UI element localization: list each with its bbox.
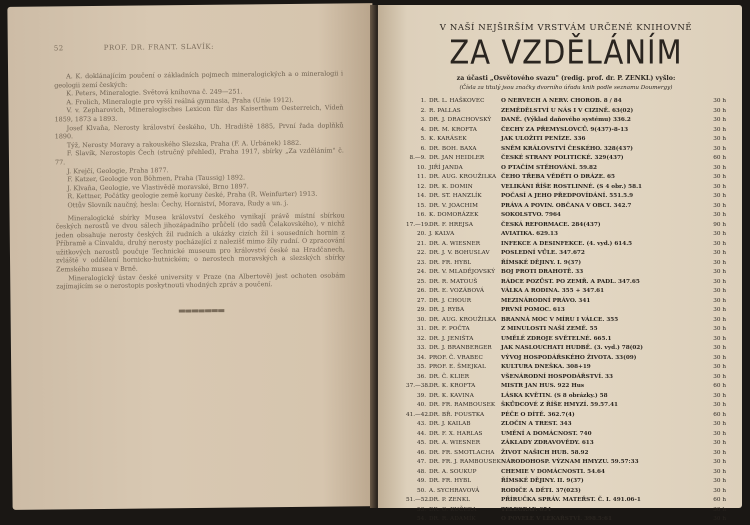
running-head <box>54 41 343 52</box>
book-title: ZEMĚDĚLSTVÍ U NÁS I V CIZINĚ. 63(02) <box>501 107 634 114</box>
book-number: 46. <box>416 449 426 456</box>
book-author: DR. F. HREJSA <box>429 221 474 228</box>
book-number: 15. <box>416 202 426 209</box>
book-number: 21. <box>416 240 426 247</box>
book-price: 30 h <box>713 421 726 427</box>
book-number: 4. <box>420 126 426 133</box>
book-author: DR. V. JOACHIM <box>429 202 479 209</box>
book-price: 30 h <box>713 354 726 361</box>
book-title: VÝVOJ HOSPODÁŘSKÉHO ŽIVOTA. 33(09) <box>501 354 637 361</box>
book-price: 30 h <box>713 307 726 313</box>
book-list-item <box>406 202 726 212</box>
series-title: ZA VZDĚLÁNÍM <box>449 32 683 72</box>
book-list-item <box>406 439 726 449</box>
book-list-item <box>406 97 726 107</box>
book-author: DR. JAN HEIDLER <box>429 155 485 161</box>
book-price: 30 h <box>713 117 726 123</box>
book-title: ZLOČIN A TREST. 343 <box>501 421 572 427</box>
book-list-item <box>406 506 726 516</box>
book-list-item <box>406 477 726 487</box>
book-author: JIŘÍ JANDA <box>429 164 463 171</box>
book-author: DR. O. KUČERA <box>429 506 477 513</box>
book-title: ZÁKLADY ZDRAVOVĚDY. 613 <box>501 440 594 446</box>
book-title: MEZINÁRODNÍ PRÁVO. 341 <box>501 297 591 304</box>
book-author: K. DOMORÁZEK <box>429 212 479 218</box>
book-author: DR. Č. KLIER <box>429 373 470 380</box>
book-price: 30 h <box>713 288 726 294</box>
book-number: 27. <box>416 297 426 304</box>
book-author: DR. FR. SMOTLACHA <box>429 449 495 456</box>
book-spread <box>10 5 742 522</box>
book-list-item <box>406 145 726 155</box>
book-title: POČASÍ A JEHO PŘEDPOVÍDÁNÍ. 551.5.9 <box>501 193 634 199</box>
reference: Ottův Slovník naučný, hesla: Čechy, Horniství, Morava, Rudy a un. j. <box>67 198 289 210</box>
book-number: 47. <box>416 459 426 465</box>
book-author: R. PALLAS <box>429 107 461 114</box>
book-title: LÁSKA KVĚTIN. (S 8 obrázky.) 58 <box>501 392 608 399</box>
paragraph: Mineralogické sbírky Musea království českého vynikají právě místní sbírkou českých nerostů ve dvou sálech jihozápadního průčelí (do sadů Čelakovského), v nichž jeden obsahuje nerosty českých žil rudních a ukázky cizích žil i sousedních hornin z Příbramě a Cínvaldu, druhý nerosty pocházející z nalezišť mimo žíly rudní. O zpracování užitkových nerostů poučuje Technické museum pro království české na Hradčanech, zvláště v oddělení hornicko-hutnickém; o nerostech moravských a slezských sbírky Zemského musea v Brně. <box>55 210 346 274</box>
paragraph: A. K. doklánajícím poučení o základních pojmech mineralogických a o mineralogii i geologii zemí českých: <box>54 69 344 90</box>
book-author: DR. FR. HYBL <box>429 259 472 266</box>
book-author: K. KARÁSEK <box>429 136 467 142</box>
book-author: DR. R. MATOUŠ <box>429 278 478 285</box>
book-author: DR. FR. HYBL <box>429 478 472 484</box>
book-list-item <box>406 335 726 345</box>
book-price: 30 h <box>713 468 726 475</box>
book-list-item <box>406 297 726 307</box>
book-number: 48. <box>416 468 426 475</box>
book-list-item <box>406 211 726 221</box>
book-title: JAK ULOŽITI PENÍZE. 336 <box>501 136 586 142</box>
book-number: 54. <box>416 516 426 522</box>
book-price: 90 h <box>713 221 726 228</box>
book-list-item <box>406 430 726 440</box>
book-author: DR. BOH. BAXA <box>429 145 477 152</box>
book-author: DR. BŘ. FOUSTKA <box>429 411 485 418</box>
book-author: A. SYCHRAVOVÁ <box>429 487 480 494</box>
book-author: DR. E. VOZÁBOVÁ <box>429 288 485 294</box>
reference: K. Peters, Mineralogie. Světová knihovna č. 249—251. <box>66 87 243 98</box>
book-price: 30 h <box>713 364 726 370</box>
reference: J. Krejčí, Geologie, Praha 1877. <box>67 165 169 175</box>
reference: F. Slavík, Nerostopis Čech (stručný přehled), Praha 1917, sbírky „Za vzděláním" č. 77. <box>54 146 344 167</box>
book-price: 30 h <box>713 345 726 351</box>
book-price: 30 h <box>713 373 726 380</box>
book-title: RÁDCE POZŮST. PO ZEMŘ. A PADL. 347.65 <box>501 278 640 285</box>
book-number: 40. <box>416 402 426 408</box>
book-list-item <box>406 306 726 316</box>
reference: Josef Klvaňa, Nerosty království českého, Uh. Hradiště 1885, První řada doplňků 1890. <box>54 120 344 141</box>
book-price: 30 h <box>713 316 726 323</box>
book-title: KULTURA DNEŠKA. 308+19 <box>501 364 591 370</box>
book-list-item <box>406 259 726 269</box>
book-author: DR. R. ADAMÍK <box>429 516 476 522</box>
book-price: 60 h <box>713 411 726 418</box>
book-author: DR. J. CHOUR <box>429 297 472 304</box>
reference: J. Klvaňa, Geologie, ve Vlastivědě moravské, Brno 1897. <box>67 182 249 193</box>
book-author: DR. V. MLADĚJOVSKÝ <box>429 269 496 275</box>
book-price: 30 h <box>713 107 726 114</box>
left-body-text <box>54 69 345 291</box>
book-title: BRANNÁ MOC V MÍRU I VÁLCE. 355 <box>501 316 619 323</box>
book-price: 30 h <box>713 164 726 171</box>
book-number: 2. <box>420 107 426 114</box>
book-author: DR. AUG. KROUŽILKA <box>429 316 497 323</box>
book-number: 49. <box>416 478 426 484</box>
book-author: DR. L. HAŠKOVEC <box>429 98 485 104</box>
book-title: UMĚNÍ A DOMÁCNOST. 740 <box>501 430 592 437</box>
book-number: 25. <box>416 278 426 285</box>
book-number: 32. <box>416 335 426 342</box>
book-price: 30 h <box>713 183 726 190</box>
book-author: DR. M. KROFTA <box>429 126 477 133</box>
book-title: VÁLKA A RODINA. 355 + 347.61 <box>501 288 605 294</box>
book-price: 30 h <box>713 392 726 399</box>
book-number: 17.—19. <box>406 221 430 228</box>
book-price: 30 h <box>713 516 726 522</box>
book-list-item <box>406 221 726 231</box>
book-title: ŽIVOT NAŠICH HUB. 58.92 <box>501 449 589 456</box>
book-list-item <box>406 411 726 421</box>
book-price: 30 h <box>713 430 726 437</box>
right-page <box>378 5 742 522</box>
book-list-item <box>406 382 726 392</box>
book-price: 30 h <box>713 449 726 456</box>
book-title: ČESKÁ REFORMACE. 284(437) <box>501 221 601 228</box>
book-number: 11. <box>416 174 426 180</box>
ornament-divider: ▬▬▬▬▬▬▬ <box>178 305 225 315</box>
book-list-item <box>406 449 726 459</box>
book-title: ŠKŮDCOVÉ Z ŘÍŠE HMYZÍ. 59.57.41 <box>501 402 618 408</box>
book-number: 30. <box>416 316 426 323</box>
reference: Týž, Nerosty Moravy a rakouského Slezska, Praha (F. A. Urbánek) 1882. <box>66 138 302 150</box>
book-price: 30 h <box>713 402 726 408</box>
book-list-item <box>406 515 726 525</box>
book-title: UMĚLÉ ZDROJE SVĚTELNÉ. 665.1 <box>501 335 612 342</box>
book-list-item <box>406 116 726 126</box>
book-list-item <box>406 401 726 411</box>
book-number: 43. <box>416 421 426 427</box>
book-number: 6. <box>420 145 426 152</box>
book-price: 60 h <box>713 383 726 389</box>
book-author: DR. F. POČTA <box>429 326 470 332</box>
book-list-item <box>406 278 726 288</box>
book-author: DR. ST. HANZLÍK <box>429 193 482 199</box>
book-title: SNĚM KRÁLOVSTVÍ ČESKÉHO. 328(437) <box>501 145 633 152</box>
book-price: 30 h <box>713 231 726 237</box>
series-subtitle: za účasti „Osvětového svazu" (redig. prof. dr. P. ZENKL) vyšlo: <box>456 75 676 82</box>
book-number: 22. <box>416 250 426 256</box>
book-price: 30 h <box>713 297 726 304</box>
book-title: JAK NASLOUCHATI HUDBĚ. (3. vyd.) 78(02) <box>501 345 643 351</box>
book-list-item <box>406 354 726 364</box>
book-price: 30 h <box>713 250 726 256</box>
book-list-item <box>406 268 726 278</box>
book-number: 14. <box>416 193 426 199</box>
book-list-item <box>406 107 726 117</box>
book-title: AVIATIKA. 629.13 <box>501 231 558 237</box>
book-author: DR. J. KAILAB <box>429 421 471 427</box>
book-number: 10. <box>416 164 426 171</box>
book-author: J. KALVA <box>429 231 455 237</box>
book-price: 30 h <box>713 145 726 152</box>
book-title: POSLEDNÍ VŮLE. 347.672 <box>501 250 585 256</box>
book-author: DR. FR. J. RAMBOUSEK <box>429 459 502 465</box>
book-list-item <box>406 173 726 183</box>
book-author: DR. F. X. HARLAS <box>429 430 483 437</box>
book-number: 36. <box>416 373 426 380</box>
book-author: DR. A. SOUKUP <box>429 468 477 475</box>
book-author: DR. AUG. KROUŽILKA <box>429 174 497 180</box>
book-price: 30 h <box>713 136 726 142</box>
running-head-title: PROF. DR. FRANT. SLAVÍK: <box>103 42 215 52</box>
book-author: DR. A. WIESNER <box>429 240 481 247</box>
book-price: 30 h <box>713 278 726 285</box>
book-author: PROF. Č. VRABEC <box>429 354 483 361</box>
book-title: O NERVECH A NERV. CHOROB. 8 / 84 <box>501 98 622 104</box>
book-list-item <box>406 496 726 506</box>
book-title: PÉČE O DÍTĚ. 362.7(4) <box>501 411 575 418</box>
book-author: DR. J. RYBA <box>429 307 465 313</box>
book-title: NÁRODOHOSP. VÝZNAM HMYZU. 59.57:33 <box>501 459 639 465</box>
book-author: DR. J. BRANBERGER <box>429 345 492 351</box>
book-price: 30 h <box>713 126 726 133</box>
series-heading: V NAŠÍ NEJŠIRŠÍM VRSTVÁM URČENÉ KNIHOVNĚ <box>439 23 693 33</box>
book-title: VŠENÁRODNÍ HOSPODÁŘSTVÍ. 33 <box>501 373 613 380</box>
book-list-item <box>406 344 726 354</box>
book-number: 39. <box>416 392 426 399</box>
book-number: 24. <box>416 269 426 275</box>
book-number: 29. <box>416 307 426 313</box>
book-author: DR. FR. RAMBOUSEK <box>429 402 496 408</box>
book-number: 37.—38. <box>406 383 430 389</box>
book-list-item <box>406 487 726 497</box>
reference: R. Kettner, Počátky geologie země koruny české, Praha (R. Weinfurter) 1913. <box>67 190 318 201</box>
book-author: DR. K. KROFTA <box>429 383 476 389</box>
book-price: 30 h <box>713 478 726 484</box>
book-list <box>406 97 726 525</box>
book-list-item <box>406 468 726 478</box>
book-title: BOJ PROTI DRAHOTĚ. 33 <box>501 269 584 275</box>
book-number: 51.—52. <box>406 497 430 503</box>
book-price: 30 h <box>713 326 726 332</box>
book-price: 30 h <box>713 335 726 342</box>
book-number: 53. <box>416 506 426 513</box>
book-list-item <box>406 373 726 383</box>
book-author: DR. P. ZENKL <box>429 497 471 503</box>
book-price: 30 h <box>713 269 726 275</box>
book-number: 8.—9. <box>409 155 426 161</box>
page-number: 52 <box>53 44 64 53</box>
book-list-item <box>406 154 726 164</box>
book-title: ČECHY ZA PŘEMYSLOVCŮ. 9(437)-8-13 <box>501 126 629 133</box>
book-list-item <box>406 325 726 335</box>
book-list-item <box>406 249 726 259</box>
book-title: VELIKÁNI ŘÍŠE ROSTLINNÉ. (S 4 obr.) 58.1 <box>501 183 643 190</box>
left-page <box>7 3 377 510</box>
reference: A. Frolich, Mineralogie pro vyšší reálná gymnasia, Praha (Unie 1912). <box>66 95 294 107</box>
book-price: 30 h <box>713 240 726 247</box>
series-note: (Čísla za titulý jsou značky dvorního úřadu knih podle seznamu Doumergy) <box>459 85 673 91</box>
book-number: 45. <box>416 440 426 446</box>
book-list-item <box>406 183 726 193</box>
book-list-item <box>406 164 726 174</box>
book-list-item <box>406 240 726 250</box>
book-list-item <box>406 316 726 326</box>
book-title: DANĚ. (Výklad daňového systému) 336.2 <box>501 117 631 123</box>
book-list-item <box>406 126 726 136</box>
book-title: CHEMIE V DOMÁCNOSTI. 54.64 <box>501 468 605 475</box>
book-number: 34. <box>416 354 426 361</box>
book-number: 3. <box>420 117 426 123</box>
book-price: 30 h <box>713 174 726 180</box>
book-number: 41.—42. <box>406 411 430 418</box>
book-price: 30 h <box>713 259 726 266</box>
book-price: 30 h <box>713 212 726 218</box>
book-number: 44. <box>416 430 426 437</box>
book-author: DR. J. V. BOHUSLAV <box>429 250 490 256</box>
book-title: SOKOLSTVO. 7964 <box>501 212 561 218</box>
book-title: O PTAČÍM STĚHOVÁNÍ. 59.82 <box>501 164 597 171</box>
book-price: 60 h <box>713 155 726 161</box>
book-number: 12. <box>416 183 426 190</box>
book-title: O POVELE V LÉKAŘSTVÍ. 398.5:61 <box>501 516 612 522</box>
book-number: 35. <box>416 364 426 370</box>
book-price: 30 h <box>713 506 726 513</box>
book-list-item <box>406 392 726 402</box>
book-title: ŘÍMSKÉ DĚJINY. I. 9(37) <box>501 259 582 266</box>
book-price: 30 h <box>713 98 726 104</box>
book-list-item <box>406 287 726 297</box>
book-title: PŘÍRUČKA SPRÁV. MATEŘST. Č. I. 491.06-1 <box>501 497 641 503</box>
book-title: ČESKÉ STRANY POLITICKÉ. 329(437) <box>501 155 624 161</box>
book-number: 16. <box>416 212 426 218</box>
book-number: 50. <box>416 487 426 494</box>
book-title: ČEHO TŘEBA VĚDĚTI O DRÁZE. 65 <box>501 174 615 180</box>
book-title: TELEGRAF. 654 <box>501 506 552 513</box>
book-price: 30 h <box>713 487 726 494</box>
book-title: MISTR JAN HUS. 922 Hus <box>501 383 585 389</box>
book-author: DR. K. DOMIN <box>429 183 473 190</box>
book-title: INFEKCE A DESINFEKCE. (4. vyd.) 614.5 <box>501 240 633 247</box>
book-title: Z MINULOSTI NAŠÍ ZEMĚ. 55 <box>501 326 598 332</box>
book-list-item <box>406 135 726 145</box>
book-number: 33. <box>416 345 426 351</box>
book-title: PRVNÍ POMOC. 613 <box>501 307 565 313</box>
book-author: DR. A. WIESNER <box>429 440 481 446</box>
book-list-item <box>406 363 726 373</box>
book-author: DR. J. DRACHOVSKÝ <box>429 117 492 123</box>
book-price: 30 h <box>713 459 726 465</box>
book-number: 1. <box>420 98 426 104</box>
book-list-item <box>406 458 726 468</box>
book-number: 20. <box>416 231 426 237</box>
book-author: PROF. E. ŠMEJKAL <box>429 364 486 370</box>
book-price: 30 h <box>713 440 726 446</box>
book-number: 26. <box>416 288 426 294</box>
book-price: 30 h <box>713 202 726 209</box>
book-number: 23. <box>416 259 426 266</box>
book-list-item <box>406 230 726 240</box>
book-number: 5. <box>420 136 426 142</box>
book-number: 31. <box>416 326 426 332</box>
book-title: RODIČE A DĚTI. 37(023) <box>501 487 581 494</box>
book-price: 60 h <box>713 497 726 503</box>
paragraph: Mineralogický ústav české university v Praze (na Albertově) jest ochoten osobám zajímajícím se o nerostopis poskytnouti vhodných zpráv a poučení. <box>56 271 346 291</box>
book-author: DR. K. KAVINA <box>429 392 474 399</box>
book-title: ŘÍMSKÉ DĚJINY. II. 9(37) <box>501 478 584 484</box>
book-author: DR. J. JENIŠTA <box>429 335 474 342</box>
reference: V. v. Zepharovich, Mineralogisches Lexicon für das Kaiserthum Oesterreich, Vídeň 1859, 1873 a 1893. <box>54 103 344 124</box>
book-price: 30 h <box>713 193 726 199</box>
book-title: PRÁVA A POVIN. OBČANA V OBCI. 342.7 <box>501 202 632 209</box>
reference: F. Katzer, Geologie von Böhmen, Praha (Taussig) 1892. <box>67 173 246 184</box>
book-list-item <box>406 420 726 430</box>
book-list-item <box>406 192 726 202</box>
